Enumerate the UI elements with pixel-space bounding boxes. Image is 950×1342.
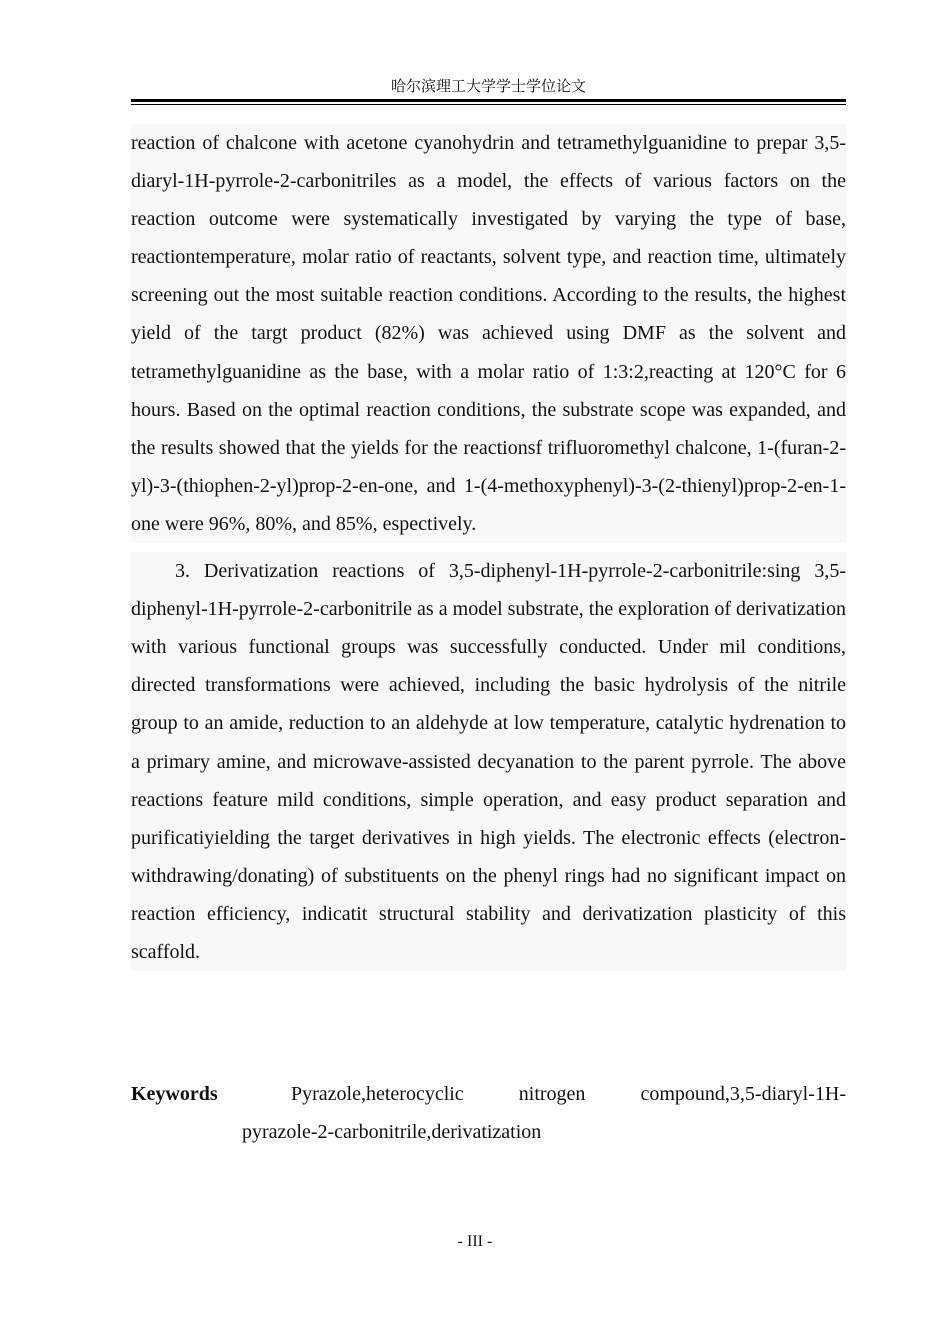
abstract-paragraph: reaction of chalcone with acetone cyanohydrin and tetramethylguanidine to prepar 3,5-diaryl-1H-pyrrole-2-carbonitriles as a model, the effects of various factors on the reaction outcome were systematically investigated by varying the type of base, reactiontemperature, molar ratio of reactants, solvent type, and reaction time, ultimately screening out the most suitable reaction conditions. According to the results, the highest yield of the targt product (82%) was achieved using DMF as the solvent and tetramethylguanidine as the base, with a molar ratio of 1:3:2,reacting at 120°C for 6 hours. Based on the optimal reaction conditions, the substrate scope was expanded, and the results showed that the yields for the reactionsf trifluoromethyl chalcone, 1-(furan-2-yl)-3-(thiophen-2-yl)prop-2-en-one, and 1-(4-methoxyphenyl)-3-(2-thienyl)prop-2-en-1-one were 96%, 80%, and 85%, espectively. <box>131 124 846 543</box>
keywords-text-line1: Pyrazole,heterocyclic nitrogen compound,3,5-diaryl-1H- <box>291 1083 846 1105</box>
abstract-body <box>131 124 846 971</box>
keywords-block <box>131 1075 846 1151</box>
running-header: 哈尔滨理工大学学士学位论文 <box>390 77 586 95</box>
keywords-text-line2: pyrazole-2-carbonitrile,derivatization <box>242 1121 542 1143</box>
header-rule-thin <box>131 104 846 105</box>
page-number: - III - <box>457 1233 493 1250</box>
keywords-label: Keywords <box>131 1083 218 1105</box>
abstract-paragraph: 3. Derivatization reactions of 3,5-diphenyl-1H-pyrrole-2-carbonitrile:sing 3,5-diphenyl-1H-pyrrole-2-carbonitrile as a model substrate, the exploration of derivatization with various functional groups was successfully conducted. Under mil conditions, directed transformations were achieved, including the basic hydrolysis of the nitrile group to an amide, reduction to an aldehyde at low temperature, catalytic hydrenation to a primary amine, and microwave-assisted decyanation to the parent pyrrole. The above reactions feature mild conditions, simple operation, and easy product separation and purificatiyielding the target derivatives in high yields. The electronic effects (electron-withdrawing/donating) of substituents on the phenyl rings had no significant impact on reaction efficiency, indicatit structural stability and derivatization plasticity of this scaffold. <box>131 552 846 971</box>
header-rule-thick <box>131 99 846 102</box>
